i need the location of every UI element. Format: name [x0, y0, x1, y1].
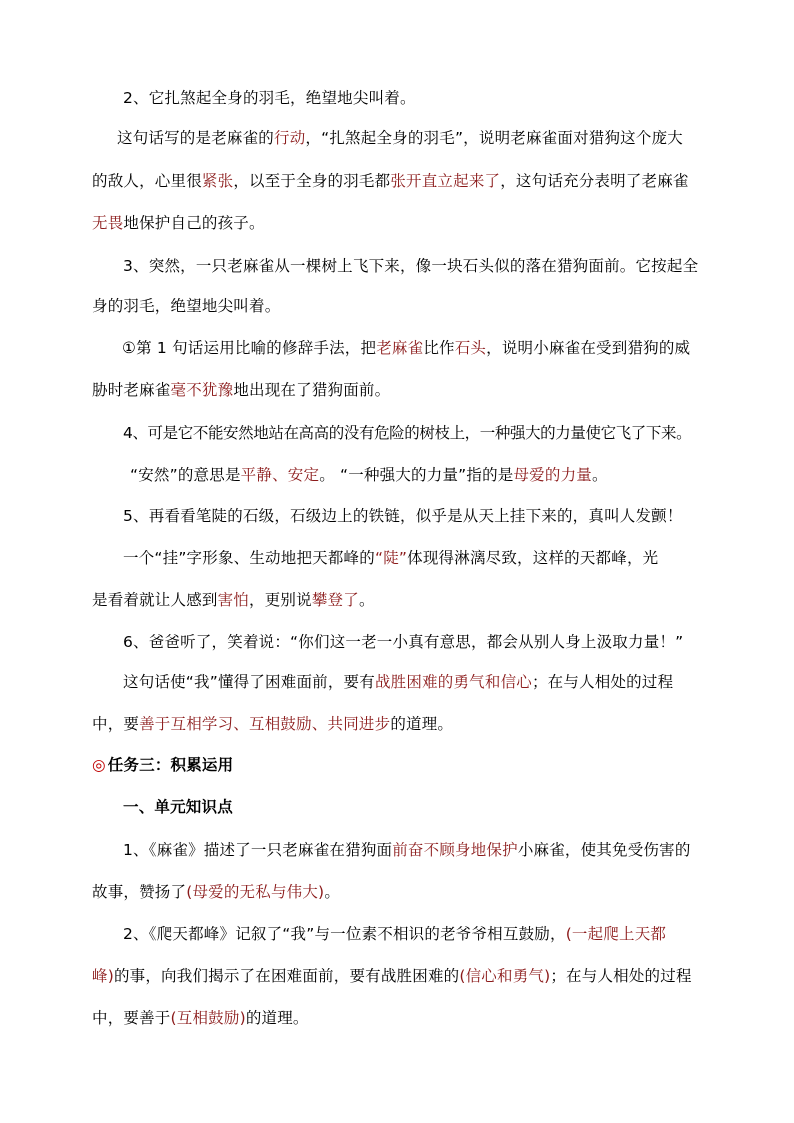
section-heading-task-3: ◎ 任务三：积累运用 — [92, 756, 234, 774]
knowledge-2-line-2: 峰)的事，向我们揭示了在困难面前，要有战胜困难的(信心和勇气)；在与人相处的过程 — [92, 967, 692, 985]
subheading-unit-knowledge: 一、单元知识点 — [123, 798, 233, 816]
para-2-line-1: 3、突然，一只老麻雀从一棵树上飞下来，像一块石头似的落在猎狗面前。它按起全 — [123, 257, 699, 275]
para-1-title: 2、它扎煞起全身的羽毛，绝望地尖叫着。 — [123, 89, 416, 107]
knowledge-1-line-1: 1、《麻雀》描述了一只老麻雀在猎狗面前奋不顾身地保护小麻雀，使其免受伤害的 — [123, 841, 691, 859]
para-1-line-1: 这句话写的是老麻雀的行动，“扎煞起全身的羽毛”，说明老麻雀面对猎狗这个庞大 — [117, 129, 683, 147]
para-6-line-1: 6、爸爸听了，笑着说：“你们这一老一小真有意思，都会从别人身上汲取力量！” — [123, 633, 684, 651]
knowledge-2-line-3: 中，要善于(互相鼓励)的道理。 — [92, 1009, 309, 1027]
para-5-line-3: 是看着就让人感到害怕，更别说攀登了。 — [92, 591, 375, 609]
para-1-line-2: 的敌人，心里很紧张，以至于全身的羽毛都张开直立起来了，这句话充分表明了老麻雀 — [92, 172, 689, 190]
knowledge-1-line-2: 故事，赞扬了(母爱的无私与伟大)。 — [92, 883, 341, 901]
knowledge-2-line-1: 2、《爬天都峰》记叙了“我”与一位素不相识的老爷爷相互鼓励，(一起爬上天都 — [123, 925, 667, 943]
para-6-line-2: 这句话使“我”懂得了困难面前，要有战胜困难的勇气和信心；在与人相处的过程 — [123, 673, 674, 691]
para-5-line-1: 5、再看看笔陡的石级，石级边上的铁链，似乎是从天上挂下来的，真叫人发颤！ — [123, 507, 683, 525]
para-4-line-1: 4、可是它不能安然地站在高高的没有危险的树枝上，一种强大的力量使它飞了下来。 — [123, 424, 692, 442]
para-1-line-3: 无畏地保护自己的孩子。 — [92, 214, 265, 232]
para-3-line-1: ①第 1 句话运用比喻的修辞手法，把老麻雀比作石头，说明小麻雀在受到猎狗的威 — [122, 339, 691, 357]
para-3-line-2: 胁时老麻雀毫不犹豫地出现在了猎狗面前。 — [92, 381, 391, 399]
bullseye-icon: ◎ — [92, 756, 106, 774]
para-2-line-2: 身的羽毛，绝望地尖叫着。 — [92, 297, 281, 315]
para-4-line-2: “安然”的意思是平静、安定。 “一种强大的力量”指的是母爱的力量。 — [130, 466, 608, 484]
para-6-line-3: 中，要善于互相学习、互相鼓励、共同进步的道理。 — [92, 715, 454, 733]
para-5-line-2: 一个“挂”字形象、生动地把天都峰的“陡”体现得淋漓尽致，这样的天都峰，光 — [123, 549, 659, 567]
